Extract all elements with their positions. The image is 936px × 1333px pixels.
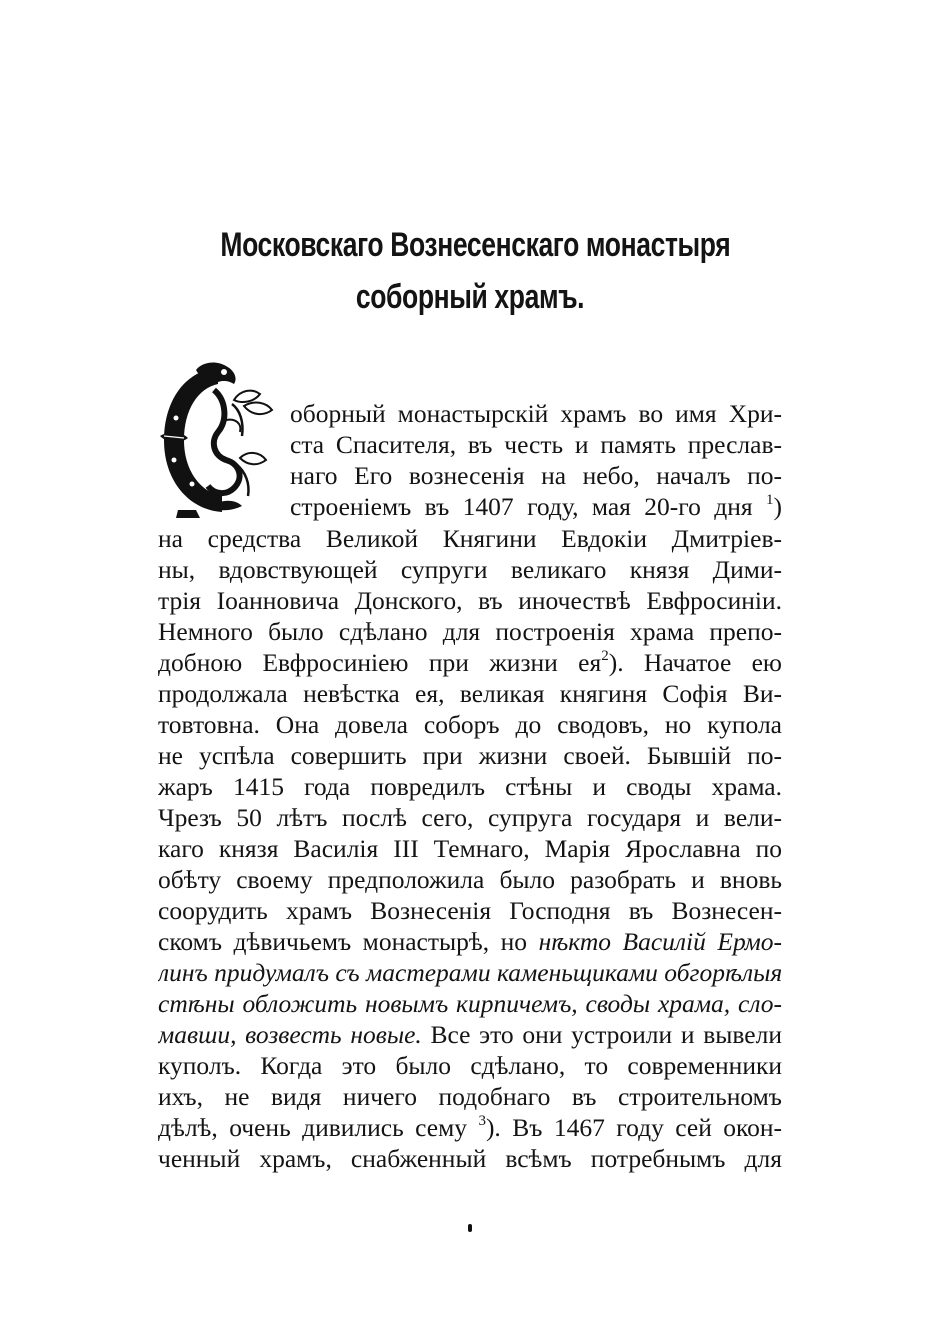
text-line [158,1019,782,1050]
footnote-mark: 1 [766,491,774,508]
text-line: куполъ. Когда это было сдѣлано, то современники [158,1051,782,1080]
text-line: Немного было сдѣлано для построенія храма препо- [158,617,782,646]
text-line [158,1112,782,1143]
italic-quote: нѣкто Василій Ермо- [538,927,782,956]
text-line: оборный монастырскій храмъ во имя Хри- [290,399,782,428]
text-line: соорудить храмъ Вознесенія Господня въ Вознесен- [158,896,782,925]
text-fragment: добною Евфросиніею при жизни ея [158,648,602,677]
text-fragment: скомъ дѣвичьемъ монастырѣ, но [158,927,539,956]
text-line: на средства Великой Княгини Евдокіи Дмитріев- [158,524,782,553]
page-mark [468,1224,472,1232]
text-fragment: дѣлѣ, очень дивились сему [158,1113,479,1142]
text-line: каго князя Василія III Темнаго, Марія Ярославна по [158,834,782,863]
text-fragment: ). Въ 1467 году сей окон- [485,1113,782,1142]
text-line: ны, вдовствующей супруги великаго князя Дими- [158,555,782,584]
footnote-mark: 2 [601,647,609,664]
chapter-title-line-1: Московскаго Вознесенскаго монастыря [220,226,731,264]
text-fragment: строенiемъ въ 1407 году, мая 20-го дня [290,492,766,521]
text-line: наго Его вознесенія на небо, началъ по- [290,461,782,490]
ornamental-initial-icon [156,360,276,522]
italic-quote-line: стѣны обложить новымъ кирпичемъ, своды храма, сло- [158,989,782,1018]
text-fragment: Все это они устроили и вывели [421,1020,782,1049]
text-fragment: ) [773,492,782,521]
text-line [158,926,782,957]
text-line: трія Іоанновича Донского, въ иночествѣ Евфросиніи. [158,586,782,615]
text-line: продолжала невѣстка ея, великая княгиня Софія Ви- [158,679,782,708]
text-line: не успѣла совершить при жизни своей. Бывшій по- [158,741,782,770]
text-line: жаръ 1415 года повредилъ стѣны и своды храма. [158,772,782,801]
italic-quote: мавши, возвесть новые. [158,1020,422,1049]
text-fragment: ). Начатое ею [608,648,782,677]
text-line: ченный храмъ, снабженный всѣмъ потребнымъ для [158,1144,782,1173]
italic-quote-line: линъ придумалъ съ мастерами каменьщиками обгорѣлыя [158,958,782,987]
text-line: ихъ, не видя ничего подобнаго въ строительномъ [158,1082,782,1111]
text-line [158,647,782,678]
footnote-mark: 3 [478,1112,486,1129]
text-line: ста Спасителя, въ честь и память преслав- [290,430,782,459]
chapter-title-line-2: соборный храмъ. [355,278,585,316]
text-line: Чрезъ 50 лѣтъ послѣ сего, супруга государя и вели- [158,803,782,832]
text-line: обѣту своему предположила было разобрать и вновь [158,865,782,894]
text-line: товтовна. Она довела соборъ до сводовъ, но купола [158,710,782,739]
text-line [290,491,782,522]
